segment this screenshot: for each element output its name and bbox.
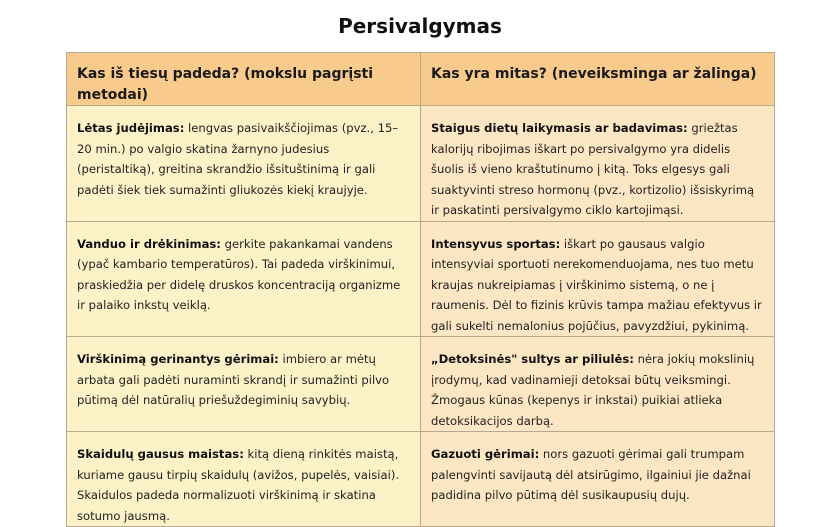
cell-helps (67, 432, 421, 527)
cell-text: nėra jokių mokslinių įrodymų, kad vadinamieji detoksai būtų veiksmingi. Žmogaus kūnas (kepenys ir inkstai) puikiai atlieka detoksikacijos darbą. (431, 352, 755, 428)
cell-text: kitą dieną rinkitės maistą, kuriame gausu tirpių skaidulų (avižos, pupelės, vaisiai). Skaidulos padeda normalizuoti virškinimą ir skatina sotumo jausmą. (77, 447, 400, 523)
header-myths: Kas yra mitas? (neveiksminga ar žalinga) (421, 53, 775, 106)
cell-term: Skaidulų gausus maistas: (77, 447, 244, 461)
cell-text: imbiero ar mėtų arbata gali padėti nuraminti skrandį ir sumažinti pilvo pūtimą dėl natūralių priešuždegiminių savybių. (77, 352, 390, 407)
table-row (67, 221, 775, 337)
cell-myth (421, 337, 775, 432)
cell-helps (67, 337, 421, 432)
cell-text: griežtas kalorijų ribojimas iškart po persivalgymo yra didelis šuolis iš vieno kraštutinumo į kitą. Toks elgesys gali suaktyvinti streso hormonų (pvz., kortizolio) išsiskyrimą ir paskatinti persivalgymo ciklo kartojimąsi. (431, 121, 755, 217)
page-title: Persivalgymas (338, 14, 502, 38)
cell-myth (421, 106, 775, 222)
cell-term: Staigus dietų laikymasis ar badavimas: (431, 121, 688, 135)
cell-term: Gazuoti gėrimai: (431, 447, 540, 461)
cell-text: nors gazuoti gėrimai gali trumpam palengvinti savijautą dėl atsirūgimo, ilgainiui jie dažnai padidina pilvo pūtimą dėl susikaupusių dujų. (431, 447, 751, 502)
comparison-table (66, 52, 775, 527)
cell-term: Lėtas judėjimas: (77, 121, 185, 135)
cell-term: Vanduo ir drėkinimas: (77, 236, 221, 251)
table-row (67, 432, 775, 527)
cell-helps (67, 221, 421, 337)
cell-term: „Detoksinės" sultys ar piliulės: (431, 352, 634, 366)
cell-helps (67, 106, 421, 222)
table-row (67, 337, 775, 432)
cell-term: Intensyvus sportas: (431, 236, 561, 251)
header-row (67, 53, 775, 106)
cell-term: Virškinimą gerinantys gėrimai: (77, 352, 279, 366)
table-row (67, 106, 775, 222)
cell-text: iškart po gausaus valgio intensyviai sportuoti nerekomenduojama, nes tuo metu kraujas nukreipiamas į virškinimo sistemą, o ne į raumenis. Dėl to fizinis krūvis tampa mažiau efektyvus ir gali sukelti nemalonius pojūčius, pavyzdžiui, pykinimą. (431, 236, 762, 333)
header-helps: Kas iš tiesų padeda? (mokslu pagrįsti metodai) (67, 53, 421, 106)
cell-myth (421, 432, 775, 527)
cell-myth (421, 221, 775, 337)
cell-text: gerkite pakankamai vandens (ypač kambario temperatūros). Tai padeda virškinimui, praskiedžia per didelę druskos koncentraciją organizme ir palaiko inkstų veiklą. (77, 236, 401, 312)
cell-text: lengvas pasivaikščiojimas (pvz., 15–20 min.) po valgio skatina žarnyno judesius (peristaltiką), greitina skrandžio išsituštinimą ir gali padėti šiek tiek sumažinti gliukozės kiekį kraujyje. (77, 121, 399, 197)
